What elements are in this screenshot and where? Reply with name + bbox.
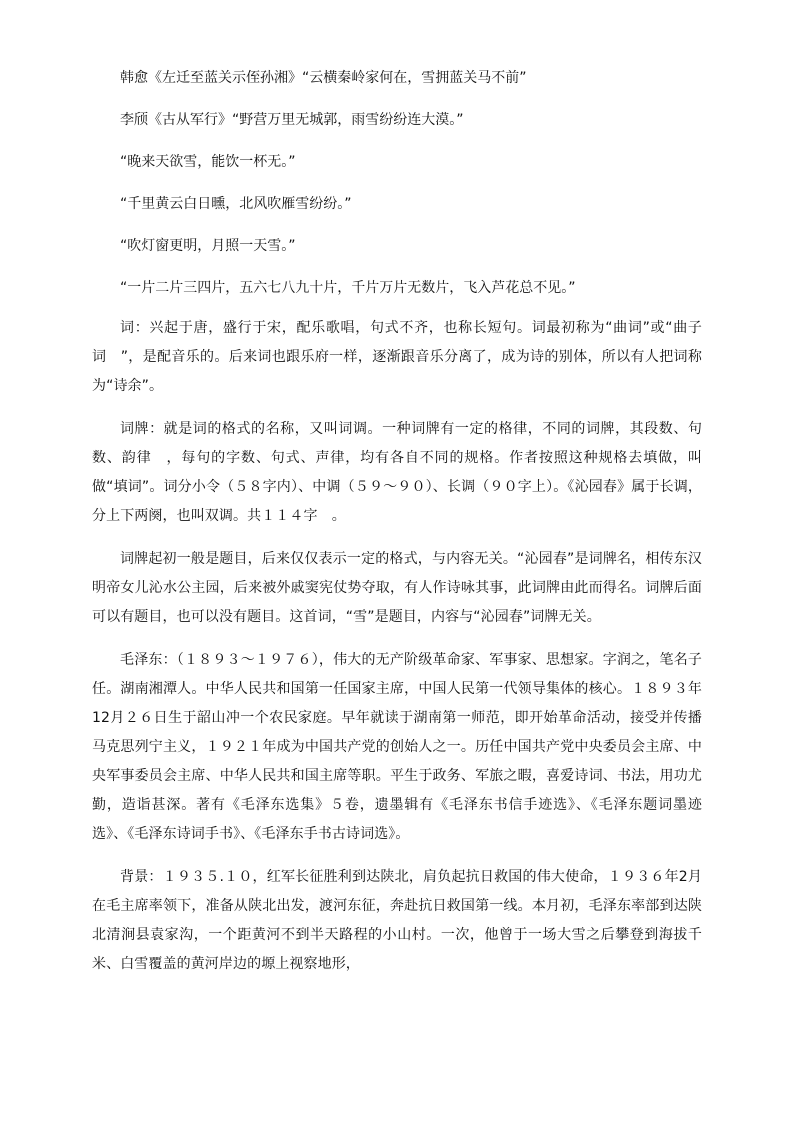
quote-line-6: “一片二片三四片，五六七八九十片，千片万片无数片，飞入芦花总不见。” — [120, 280, 576, 296]
quote-line-2: 李颀《古从军行》“野营万里无城郭，雨雪纷纷连大漠。” — [120, 112, 464, 128]
paragraph-ci-definition: 词：兴起于唐，盛行于宋，配乐歌唱，句式不齐，也称长短句。词最初称为“曲词”或“曲子词 ”，是配音乐的。后来词也跟乐府一样，逐渐跟音乐分离了，成为诗的别体，所以有人把词称为“诗余”。 — [92, 320, 702, 394]
paragraph-cipai: 词牌：就是词的格式的名称，又叫词调。一种词牌有一定的格律，不同的词牌，其段数、句数、韵律 ，每句的字数、句式、声律，均有各自不同的规格。作者按照这种规格去填做，叫做“填词”。词分小令（５８字内）、中调（５９～９０）、长调（９０字上）。《沁园春》属于长调，分上下两阕，也叫双调。共１１４字 。 — [92, 421, 702, 524]
quote-line-5: “吹灯窗更明，月照一天雪。” — [120, 238, 296, 254]
paragraph-author-bio: 毛泽东：（１８９３～１９７６），伟大的无产阶级革命家、军事家、思想家。字润之，笔名子任。湖南湘潭人。中华人民共和国第一任国家主席，中国人民第一代领导集体的核心。１８９３年12月２６日生于韶山冲一个农民家庭。早年就读于湖南第一师范，即开始革命活动，接受并传播马克思列宁主义，１９２１年成为中国共产党的创始人之一。历任中国共产党中央委员会主席、中央军事委员会主席、中华人民共和国主席等职。平生于政务、军旅之暇，喜爱诗词、书法，用功尤勤，造诣甚深。著有《毛泽东选集》５卷，遗墨辑有《毛泽东书信手迹选》、《毛泽东题词墨迹选》、《毛泽东诗词手书》、《毛泽东手书古诗词选》。 — [92, 652, 702, 842]
paragraph-background: 背景：１９３５.１０，红军长征胜利到达陕北，肩负起抗日救国的伟大使命，１９３６年2月在毛主席率领下，准备从陕北出发，渡河东征，奔赴抗日救国第一线。本月初，毛泽东率部到达陕北清涧县袁家沟，一个距黄河不到半天路程的小山村。一次，他曾于一场大雪之后攀登到海拔千米、白雪覆盖的黄河岸边的塬上视察地形， — [92, 869, 702, 972]
quote-line-3: “晚来天欲雪，能饮一杯无。” — [120, 154, 296, 170]
paragraph-cipai-origin: 词牌起初一般是题目，后来仅仅表示一定的格式，与内容无关。“沁园春”是词牌名，相传东汉明帝女儿沁水公主园，后来被外戚窦宪仗势夺取，有人作诗咏其事，此词牌由此而得名。词牌后面可以有题目，也可以没有题目。这首词，“雪”是题目，内容与“沁园春”词牌无关。 — [92, 551, 702, 625]
quote-line-4: “千里黄云白日曛，北风吹雁雪纷纷。” — [120, 196, 352, 212]
quote-line-1: 韩愈《左迁至蓝关示侄孙湘》“云横秦岭家何在，雪拥蓝关马不前” — [120, 70, 527, 86]
